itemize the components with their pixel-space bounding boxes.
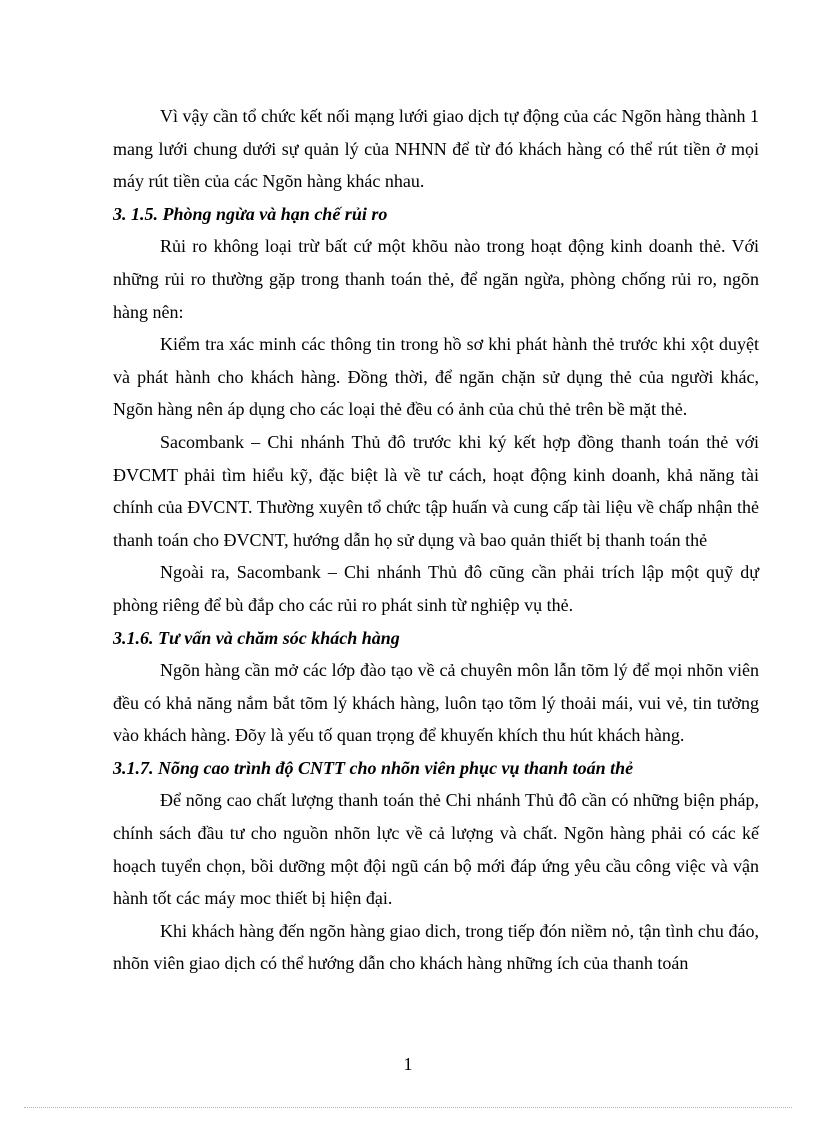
section-heading-3-1-6: 3.1.6. Tư vấn và chăm sóc khách hàng [113, 627, 400, 648]
paragraph-reserve-fund: Ngoài ra, Sacombank – Chi nhánh Thủ đô cũng cần phải trích lập một quỹ dự phòng riêng để bù đắp cho các rủi ro phát sinh từ nghiệp vụ thẻ. [113, 562, 759, 615]
paragraph-customer-care: Ngõn hàng cần mở các lớp đào tạo về cả chuyên môn lẫn tõm lý để mọi nhõn viên đều có khả năng nắm bắt tõm lý khách hàng, luôn tạo tõm lý thoải mái, vui vẻ, tin tưởng vào khách hàng. Đõy là yếu tố quan trọng để khuyến khích thu hút khách hàng. [113, 660, 759, 746]
section-heading-3-1-5: 3. 1.5. Phòng ngừa và hạn chế rủi ro [113, 203, 388, 224]
paragraph-merchant-vetting: Sacombank – Chi nhánh Thủ đô trước khi ký kết hợp đồng thanh toán thẻ với ĐVCMT phải tìm hiểu kỹ, đặc biệt là về tư cách, hoạt động kinh doanh, khả năng tài chính của ĐVCNT. Thường xuyên tổ chức tập huấn và cung cấp tài liệu về chấp nhận thẻ thanh toán cho ĐVCNT, hướng dẫn họ sử dụng và bao quản thiết bị thanh toán thẻ [113, 431, 759, 550]
paragraph-customer-guidance: Khi khách hàng đến ngõn hàng giao dich, trong tiếp đón niềm nỏ, tận tình chu đáo, nhõn viên giao dịch có thể hướng dẫn cho khách hàng những ích của thanh toán [113, 920, 759, 974]
page-bottom-divider [24, 1107, 792, 1108]
section-heading-3-1-7: 3.1.7. Nõng cao trình độ CNTT cho nhõn viên phục vụ thanh toán thẻ [113, 757, 634, 778]
page-number: 1 [403, 1054, 413, 1074]
paragraph-risk-intro: Rủi ro không loại trừ bất cứ một khõu nào trong hoạt động kinh doanh thẻ. Với những rủi ro thường gặp trong thanh toán thẻ, để ngăn ngừa, phòng chống rủi ro, ngõn hàng nên: [113, 236, 759, 322]
page-content [113, 100, 759, 980]
paragraph-verification: Kiểm tra xác minh các thông tin trong hồ sơ khi phát hành thẻ trước khi xột duyệt và phát hành cho khách hàng. Đồng thời, để ngăn chặn sử dụng thẻ của người khác, Ngõn hàng nên áp dụng cho các loại thẻ đều có ảnh của chủ thẻ trên bề mặt thẻ. [113, 334, 759, 420]
paragraph-network-connection: Vì vậy cần tổ chức kết nối mạng lưới giao dịch tự động của các Ngõn hàng thành 1 mang lưới chung dưới sự quản lý của NHNN để từ đó khách hàng có thể rút tiền ở mọi máy rút tiền của các Ngõn hàng khác nhau. [113, 106, 759, 192]
paragraph-staff-training: Để nõng cao chất lượng thanh toán thẻ Chi nhánh Thủ đô cần có những biện pháp, chính sách đầu tư cho nguồn nhõn lực về cả lượng và chất. Ngõn hàng phải có các kế hoạch tuyển chọn, bồi dưỡng một đội ngũ cán bộ mới đáp ứng yêu cầu công việc và vận hành tốt các máy moc thiết bị hiện đại. [113, 790, 759, 909]
